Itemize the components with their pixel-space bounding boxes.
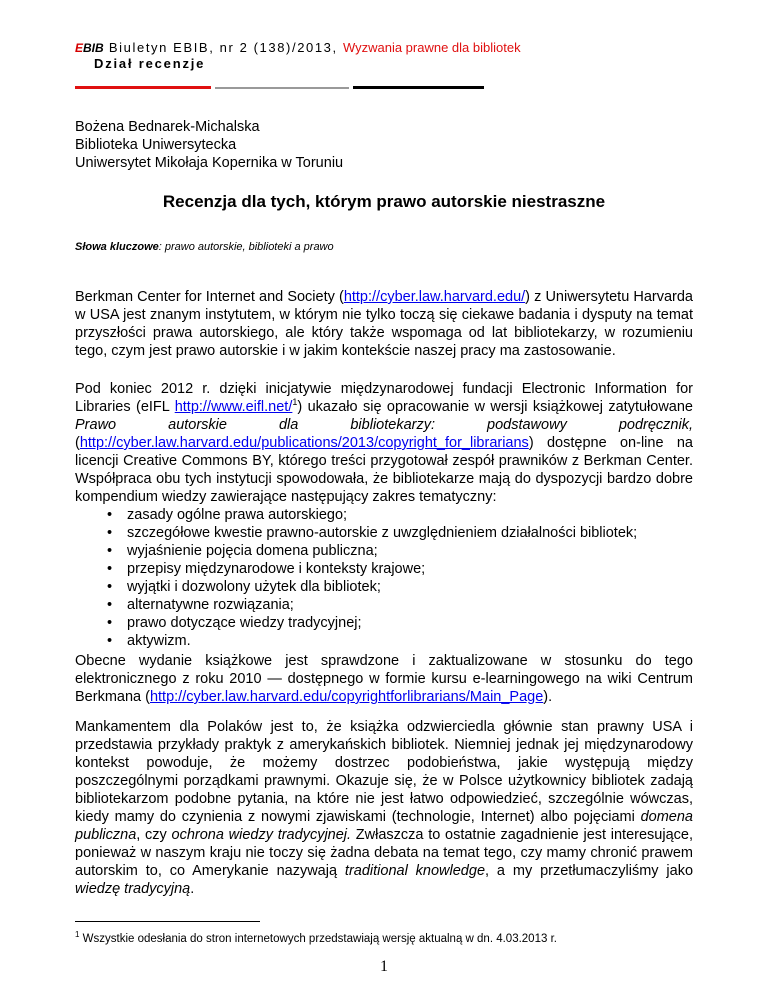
article-title: Recenzja dla tych, którym prawo autorskie niestraszne <box>162 192 606 211</box>
paragraph-4: Mankamentem dla Polaków jest to, że książka odzwierciedla głównie stan prawny USA i przedstawia przykłady praktyk z amerykańskich bibliotek. Niemniej jednak jej międzynarodowy kontekst powoduje, że możemy dostrzec podobieństwa, jakie występują między poszczególnymi porządkami prawnymi. Okazuje się, że w Polsce użytkownicy bibliotek zadają bibliotekarzom podobne pytania, na które nie jest łatwo odpowiedzieć, szczególnie wówczas, kiedy mamy do czynienia z nowymi zjawiskami (technologie, Internet) albo pojęciami domena publiczna, czy ochrona wiedzy tradycyjnej. Zwłaszcza to ostatnie zagadnienie jest interesujące, ponieważ w naszym kraju nie toczy się żadna debata na temat tego, czy mamy chronić prawem autorskim to, co Amerykanie nazywają traditional knowledge, a my przetłumaczyliśmy jako wiedzę tradycyjną. <box>75 719 694 897</box>
list-item: • wyjaśnienie pojęcia domena publiczna; <box>127 542 693 560</box>
author-name: Bożena Bednarek-Michalska <box>75 119 260 135</box>
keywords-label: Słowa kluczowe <box>75 241 159 253</box>
list-item: • prawo dotyczące wiedzy tradycyjnej; <box>127 614 693 632</box>
author-university: Uniwersytet Mikołaja Kopernika w Toruniu <box>75 155 344 171</box>
list-item: • zasady ogólne prawa autorskiego; <box>127 506 693 524</box>
paragraph-3: Obecne wydanie książkowe jest sprawdzone i zaktualizowane w stosunku do tego elektronicznego z roku 2010 — dostępnego w formie kursu e-learningowego na wiki Centrum Berkmana (http://cyber.law.harvard.edu/copyrightforlibrarians/Main_Page). <box>75 653 693 705</box>
footnote-number: 1 <box>75 930 80 939</box>
link-publication[interactable]: http://cyber.law.harvard.edu/publications/2013/copyright_for_librarians <box>79 435 529 451</box>
list-item: • aktywizm. <box>127 632 693 650</box>
book-title: Prawo autorskie dla bibliotekarzy: podstawowy podręcznik, <box>75 417 693 433</box>
list-item: • wyjątki i dozwolony użytek dla bibliotek; <box>127 578 693 596</box>
link-wiki[interactable]: http://cyber.law.harvard.edu/copyrightforlibrarians/Main_Page <box>149 689 544 705</box>
author-block <box>75 118 343 172</box>
footnote <box>75 930 557 945</box>
page-number: 1 <box>380 958 388 975</box>
footnote-ref[interactable]: 1 <box>292 397 298 408</box>
section-name: Dział recenzje <box>94 56 206 71</box>
divider-gray <box>215 87 349 89</box>
header-divider <box>75 86 485 90</box>
divider-black <box>353 86 484 89</box>
issue-theme: Wyzwania prawne dla bibliotek <box>342 40 521 55</box>
footnote-text: Wszystkie odesłania do stron internetowych przedstawiają wersję aktualną w dn. 4.03.2013 r. <box>79 932 557 945</box>
divider-red <box>75 86 211 89</box>
paragraph-2: Pod koniec 2012 r. dzięki inicjatywie międzynarodowej fundacji Electronic Information for Libraries (eIFL http://www.eifl.net/$^1$) ukazało się opracowanie w wersji książkowej zatytułowane Prawo autorskie dla bibliotekarzy: podstawowy podręcznik, (http://cyber.law.harvard.edu/publications/2013/copyright_for_librarians) dostępne on-line na licencji Creative Commons BY, którego treści przygotował zespół prawników z Berkman Center. Współpraca obu tych instytucji spowodowała, że bibliotekarze mają do dyspozycji bardzo dobre kompendium wiedzy zawierające następujący zakres tematyczny: • zasady ogólne prawa autorskiego; • szczegółowe kwestie prawno-autorskie z uwzględnieniem działalności bibliotek; • wyjaśnienie pojęcia domena publiczna; • przepisy międzynarodowe i konteksty krajowe; • wyjątki i dozwolony użytek dla bibliotek; • alternatywne rozwiązania; • prawo dotyczące wiedzy tradycyjnej; • aktywizm. <box>75 380 693 650</box>
topic-list <box>75 506 693 650</box>
list-item: • przepisy międzynarodowe i konteksty krajowe; <box>127 560 693 578</box>
footnote-separator <box>75 921 260 922</box>
link-berkman[interactable]: http://cyber.law.harvard.edu/ <box>343 289 526 305</box>
ebib-logo: EBIB <box>75 41 104 55</box>
keywords <box>75 241 334 253</box>
list-item: • alternatywne rozwiązania; <box>127 596 693 614</box>
author-library: Biblioteka Uniwersytecka <box>75 137 237 153</box>
list-item: • szczegółowe kwestie prawno-autorskie z uwzględnieniem działalności bibliotek; <box>127 524 693 542</box>
header-line <box>75 40 521 56</box>
journal-name: Biuletyn EBIB, nr 2 (138)/2013, <box>108 40 338 55</box>
link-eifl[interactable]: http://www.eifl.net/ <box>174 399 293 415</box>
page-header <box>75 40 521 72</box>
keywords-text: : prawo autorskie, biblioteki a prawo <box>158 241 334 253</box>
paragraph-1: Berkman Center for Internet and Society (http://cyber.law.harvard.edu/) z Uniwersytetu Harvarda w USA jest znanym instytutem, w którym nie tylko toczą się ciekawe badania i dysputy na temat przyszłości prawa autorskiego, ale który także wspomaga od lat bibliotekarzy, w rozumieniu tego, czym jest prawo autorskie i w jakim kontekście naszej pracy ma zastosowanie. <box>75 289 693 359</box>
